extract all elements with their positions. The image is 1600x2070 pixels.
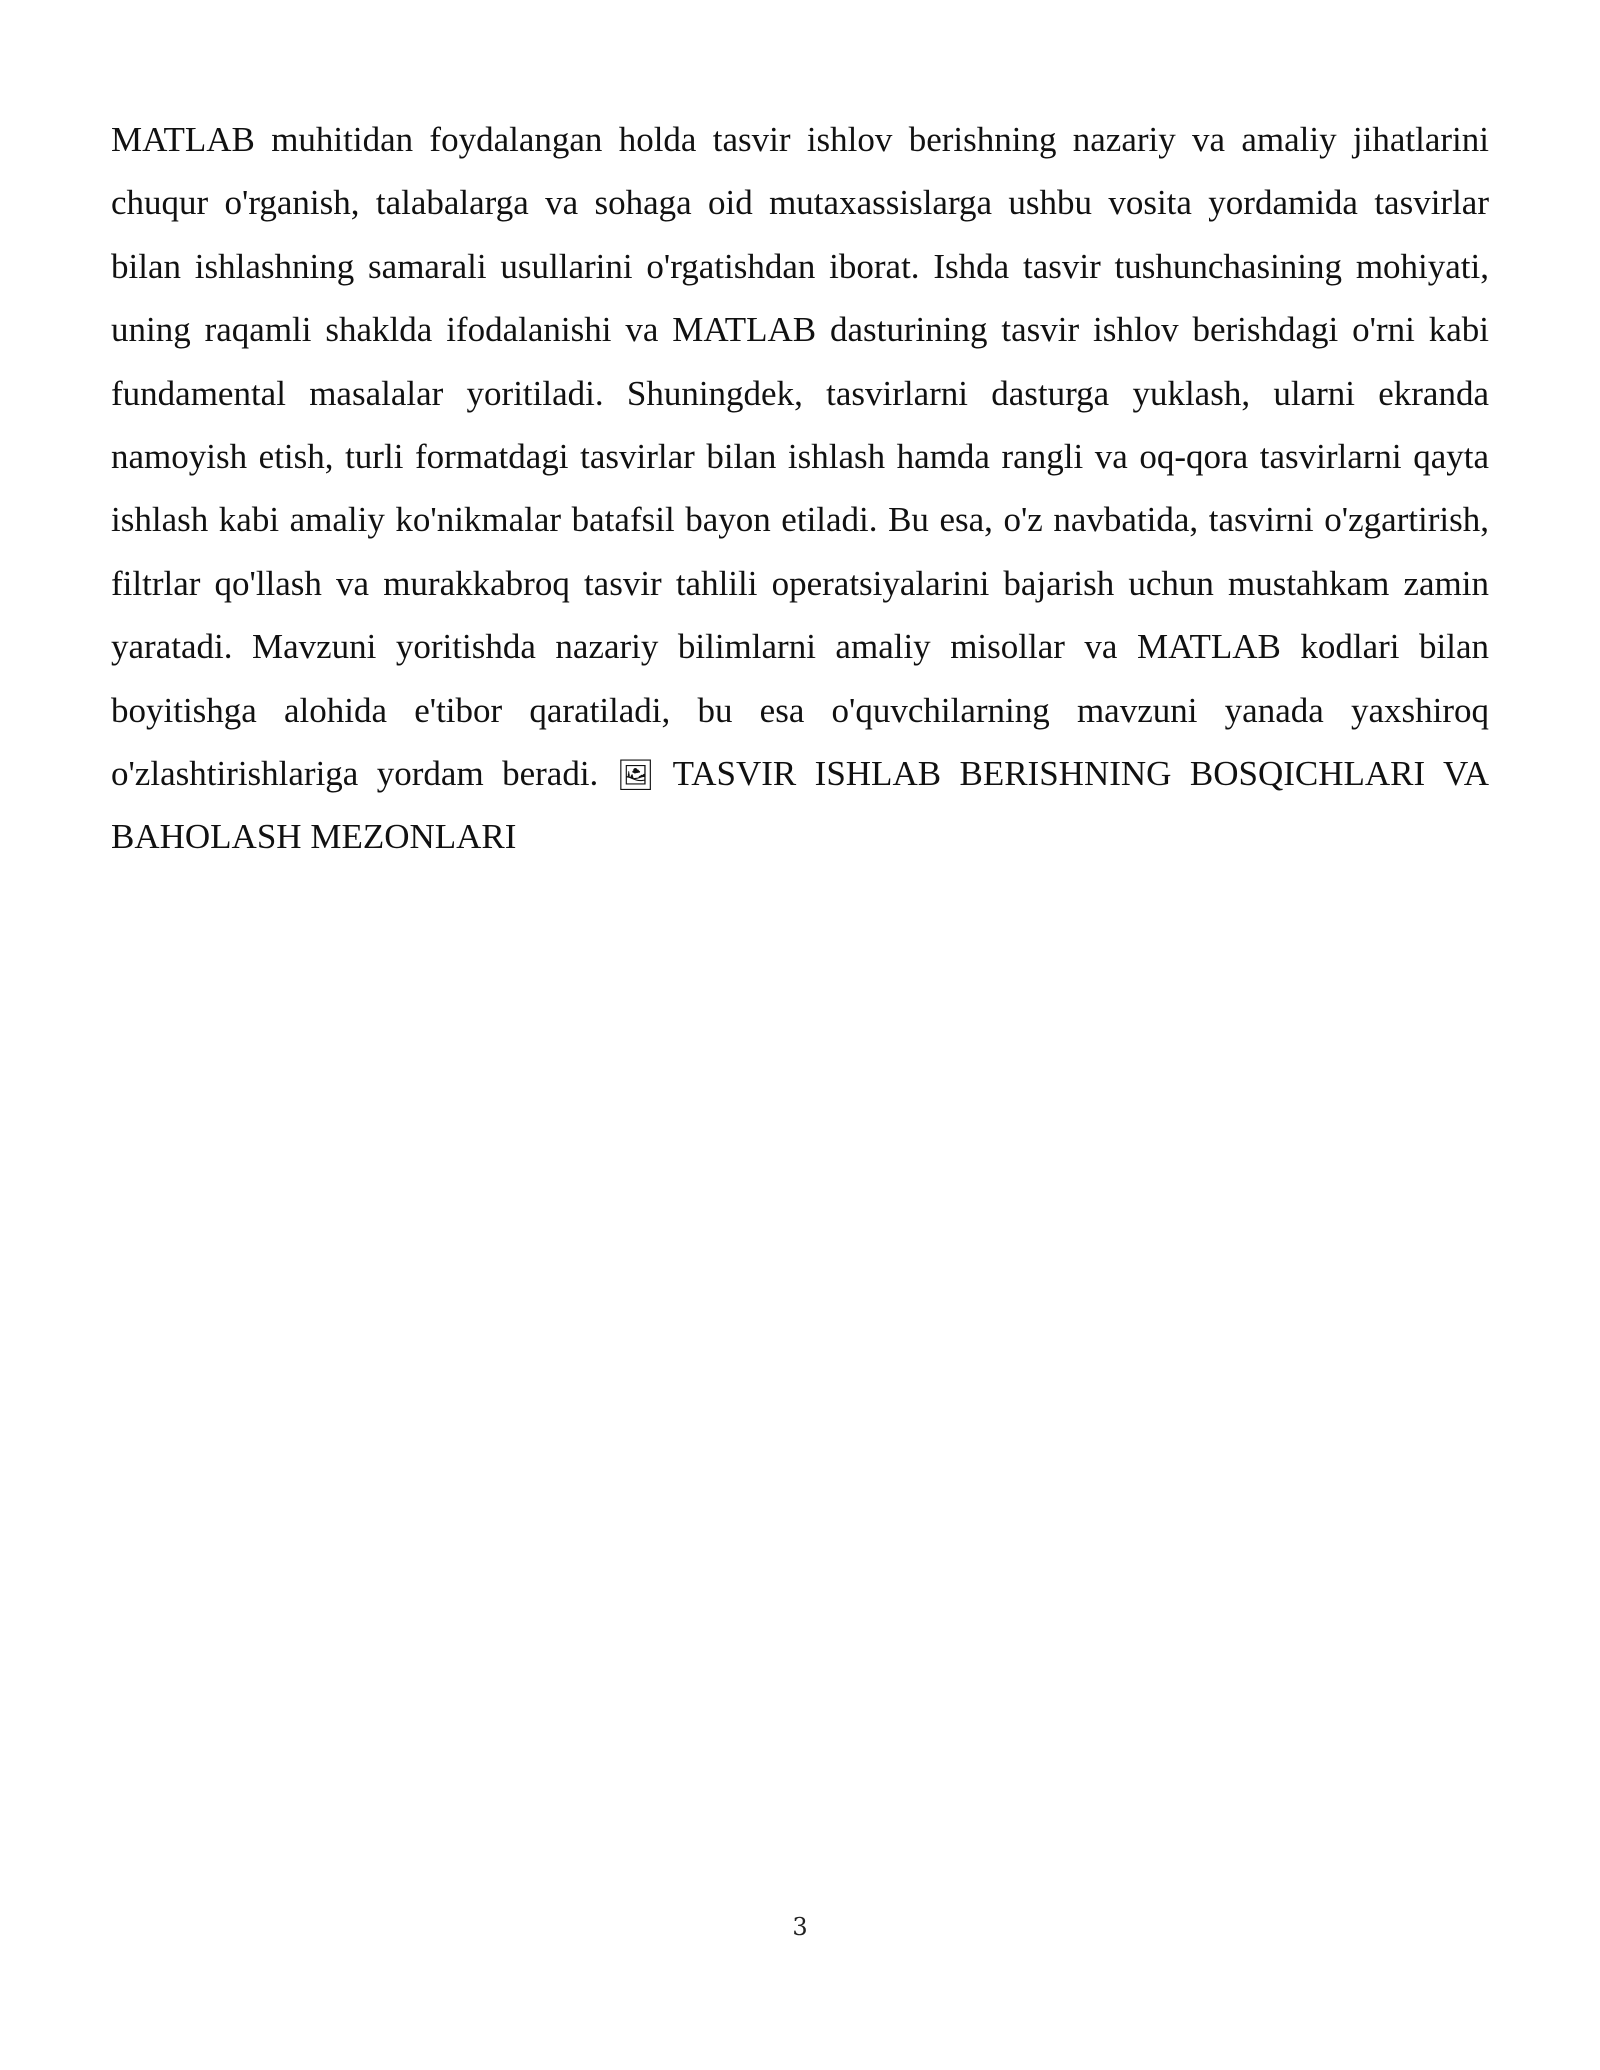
section-heading: TASVIR ISHLAB BERISHNING BOSQICHLARI VA BAHOLASH MEZONLARI xyxy=(111,754,1489,857)
body-paragraph xyxy=(111,108,1489,869)
page-number: 3 xyxy=(792,1913,808,1941)
paragraph-text: MATLAB muhitidan foydalangan holda tasvir ishlov berishning nazariy va amaliy jihatlarini chuqur o'rganish, talabalarga va sohaga oid mutaxassislarga ushbu vosita yordamida tasvirlar bilan ishlashning samarali usullarini o'rgatishdan iborat. Ishda tasvir tushunchasining mohiyati, uning raqamli shaklda ifodalanishi va MATLAB dasturining tasvir ishlov berishdagi o'rni kabi fundamental masalalar yoritiladi. Shuningdek, tasvirlarni dasturga yuklash, ularni ekranda namoyish etish, turli formatdagi tasvirlar bilan ishlash hamda rangli va oq-qora tasvirlarni qayta ishlash kabi amaliy ko'nikmalar batafsil bayon etiladi. Bu esa, o'z navbatida, tasvirni o'zgartirish, filtrlar qo'llash va murakkabroq tasvir tahlili operatsiyalarini bajarish uchun mustahkam zamin yaratadi. Mavzuni yoritishda nazariy bilimlarni amaliy misollar va MATLAB kodlari bilan boyitishga alohida e'tibor qaratiladi, bu esa o'quvchilarning mavzuni yanada yaxshiroq o'zlashtirishlariga yordam beradi. xyxy=(111,120,1489,794)
framed-picture-icon: 🖼 xyxy=(616,758,655,794)
